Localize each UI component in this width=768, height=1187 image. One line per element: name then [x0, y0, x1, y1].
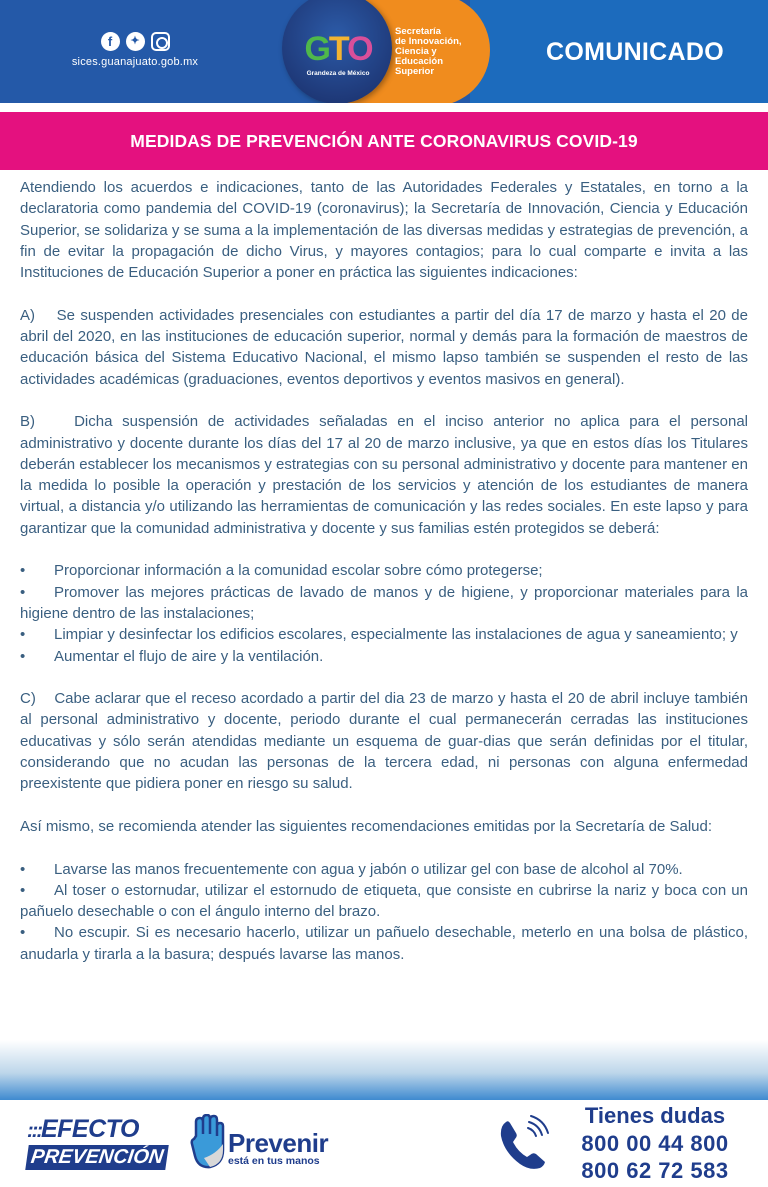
instagram-icon[interactable]	[151, 32, 170, 51]
gto-tagline: Grandeza de México	[306, 70, 370, 77]
section-a: A) Se suspenden actividades presenciales con estudiantes a partir del día 17 de marzo y hasta el 20 de abril del 2020, en las instituciones de educación superior, normal y demás para la formación de maestros de educación básica del Sistema Educativo Nacional, el mismo lapso también se suspenden el resto de las actividades académicas (graduaciones, eventos deportivos y eventos masivos en general).	[20, 306, 748, 388]
header-banner	[0, 0, 768, 103]
list-item: • Lavarse las manos frecuentemente con agua y jabón o utilizar gel con base de alcohol al 70%.	[20, 860, 683, 878]
title-bar	[0, 112, 768, 170]
list-item: • Al toser o estornudar, utilizar el estornudo de etiqueta, que consiste en cubrirse la nariz y boca con un pañuelo desechable o con el ángulo interno del brazo.	[20, 881, 748, 921]
efecto-prevencion-logo: :::EFECTO PREVENCIÓN	[27, 1117, 163, 1170]
phone-icon	[496, 1114, 556, 1174]
contact-block	[560, 1100, 750, 1184]
social-block	[60, 32, 210, 68]
list-item: • Aumentar el flujo de aire y la ventilación.	[20, 647, 324, 665]
prevenir-logo: Prevenir está en tus manos	[228, 1128, 329, 1167]
twitter-icon[interactable]: ✦	[126, 32, 145, 51]
facebook-icon[interactable]: f	[101, 32, 120, 51]
section-b-bullets	[20, 560, 748, 666]
contact-question: Tienes dudas	[584, 1103, 726, 1128]
social-icons	[60, 32, 210, 51]
list-item: • Promover las mejores prácticas de lavado de manos y de higiene, y proporcionar materiales para la higiene dentro de las instalaciones;	[20, 583, 748, 622]
section-b: B) Dicha suspensión de actividades señaladas en el inciso anterior no aplica para el personal administrativo y docente durante los días del 17 al 20 de marzo inclusive, ya que en estos días los Titulares deberán establecer los mecanismos y estrategias con su personal administrativo y docente para mantener en la medida lo posible la operación y prestación de los servicios y atención de los estudiantes de manera virtual, a distancia y/o utilizando las herramientas de comunicación y las redes sociales. En este lapso y para garantizar que la comunidad administrativa y docente y sus familias estén protegidos se deberá:	[20, 413, 749, 537]
phone-number-2[interactable]: 800 62 72 583	[581, 1158, 729, 1183]
list-item: • Proporcionar información a la comunidad escolar sobre cómo protegerse;	[20, 562, 543, 580]
footer	[0, 1100, 768, 1187]
phone-number-1[interactable]: 800 00 44 800	[581, 1131, 729, 1156]
list-item: • No escupir. Si es necesario hacerlo, utilizar un pañuelo desechable, meterlo en una bolsa de plástico, anudarla y tirarla a la basura; después lavarse las manos.	[20, 924, 748, 963]
hand-icon	[190, 1114, 226, 1170]
section-c: C) Cabe aclarar que el receso acordado a partir del dia 23 de marzo y hasta el 20 de abril incluye también al personal administrativo y docente, periodo durante el cual permanecerán cerradas las instituciones educativas y sólo serán atendidas mediante un esquema de guar-dias que serán definidas por el titular, considerando que no acudan las personas de la tercera edad, ni personas con alguna enfermedad preexistente que pidiera poner en riesgo su salud.	[20, 690, 748, 793]
salud-bullets	[20, 859, 748, 965]
list-item: • Limpiar y desinfectar los edificios escolares, especialmente las instalaciones de agua y saneamiento; y	[20, 626, 738, 644]
page-title: MEDIDAS DE PREVENCIÓN ANTE CORONAVIRUS COVID-19	[130, 130, 638, 151]
secretaria-name: Secretaría de Innovación, Ciencia y Educación Superior	[395, 26, 462, 77]
body-text	[20, 177, 748, 965]
gto-logo: GTO	[304, 30, 372, 68]
intro-paragraph: Atendiendo los acuerdos e indicaciones, tanto de las Autoridades Federales y Estatales, en torno a la declaratoria como pandemia del COVID-19 (coronavirus); la Secretaría de Innovación, Ciencia y Educación Superior, se solidariza y se suma a la implementación de las diversas medidas y estrategias de prevención, a fin de evitar la propagación de dicho Virus, y mayores contagios; para lo cual comparte e invita a las Instituciones de Educación Superior a poner en práctica las siguientes indicaciones:	[20, 179, 748, 282]
comunicado-label: COMUNICADO	[546, 38, 724, 66]
website-link[interactable]: sices.guanajuato.gob.mx	[71, 56, 199, 68]
bottom-gradient	[0, 1040, 768, 1100]
salud-intro: Así mismo, se recomienda atender las siguientes recomendaciones emitidas por la Secretaría de Salud:	[20, 817, 713, 835]
